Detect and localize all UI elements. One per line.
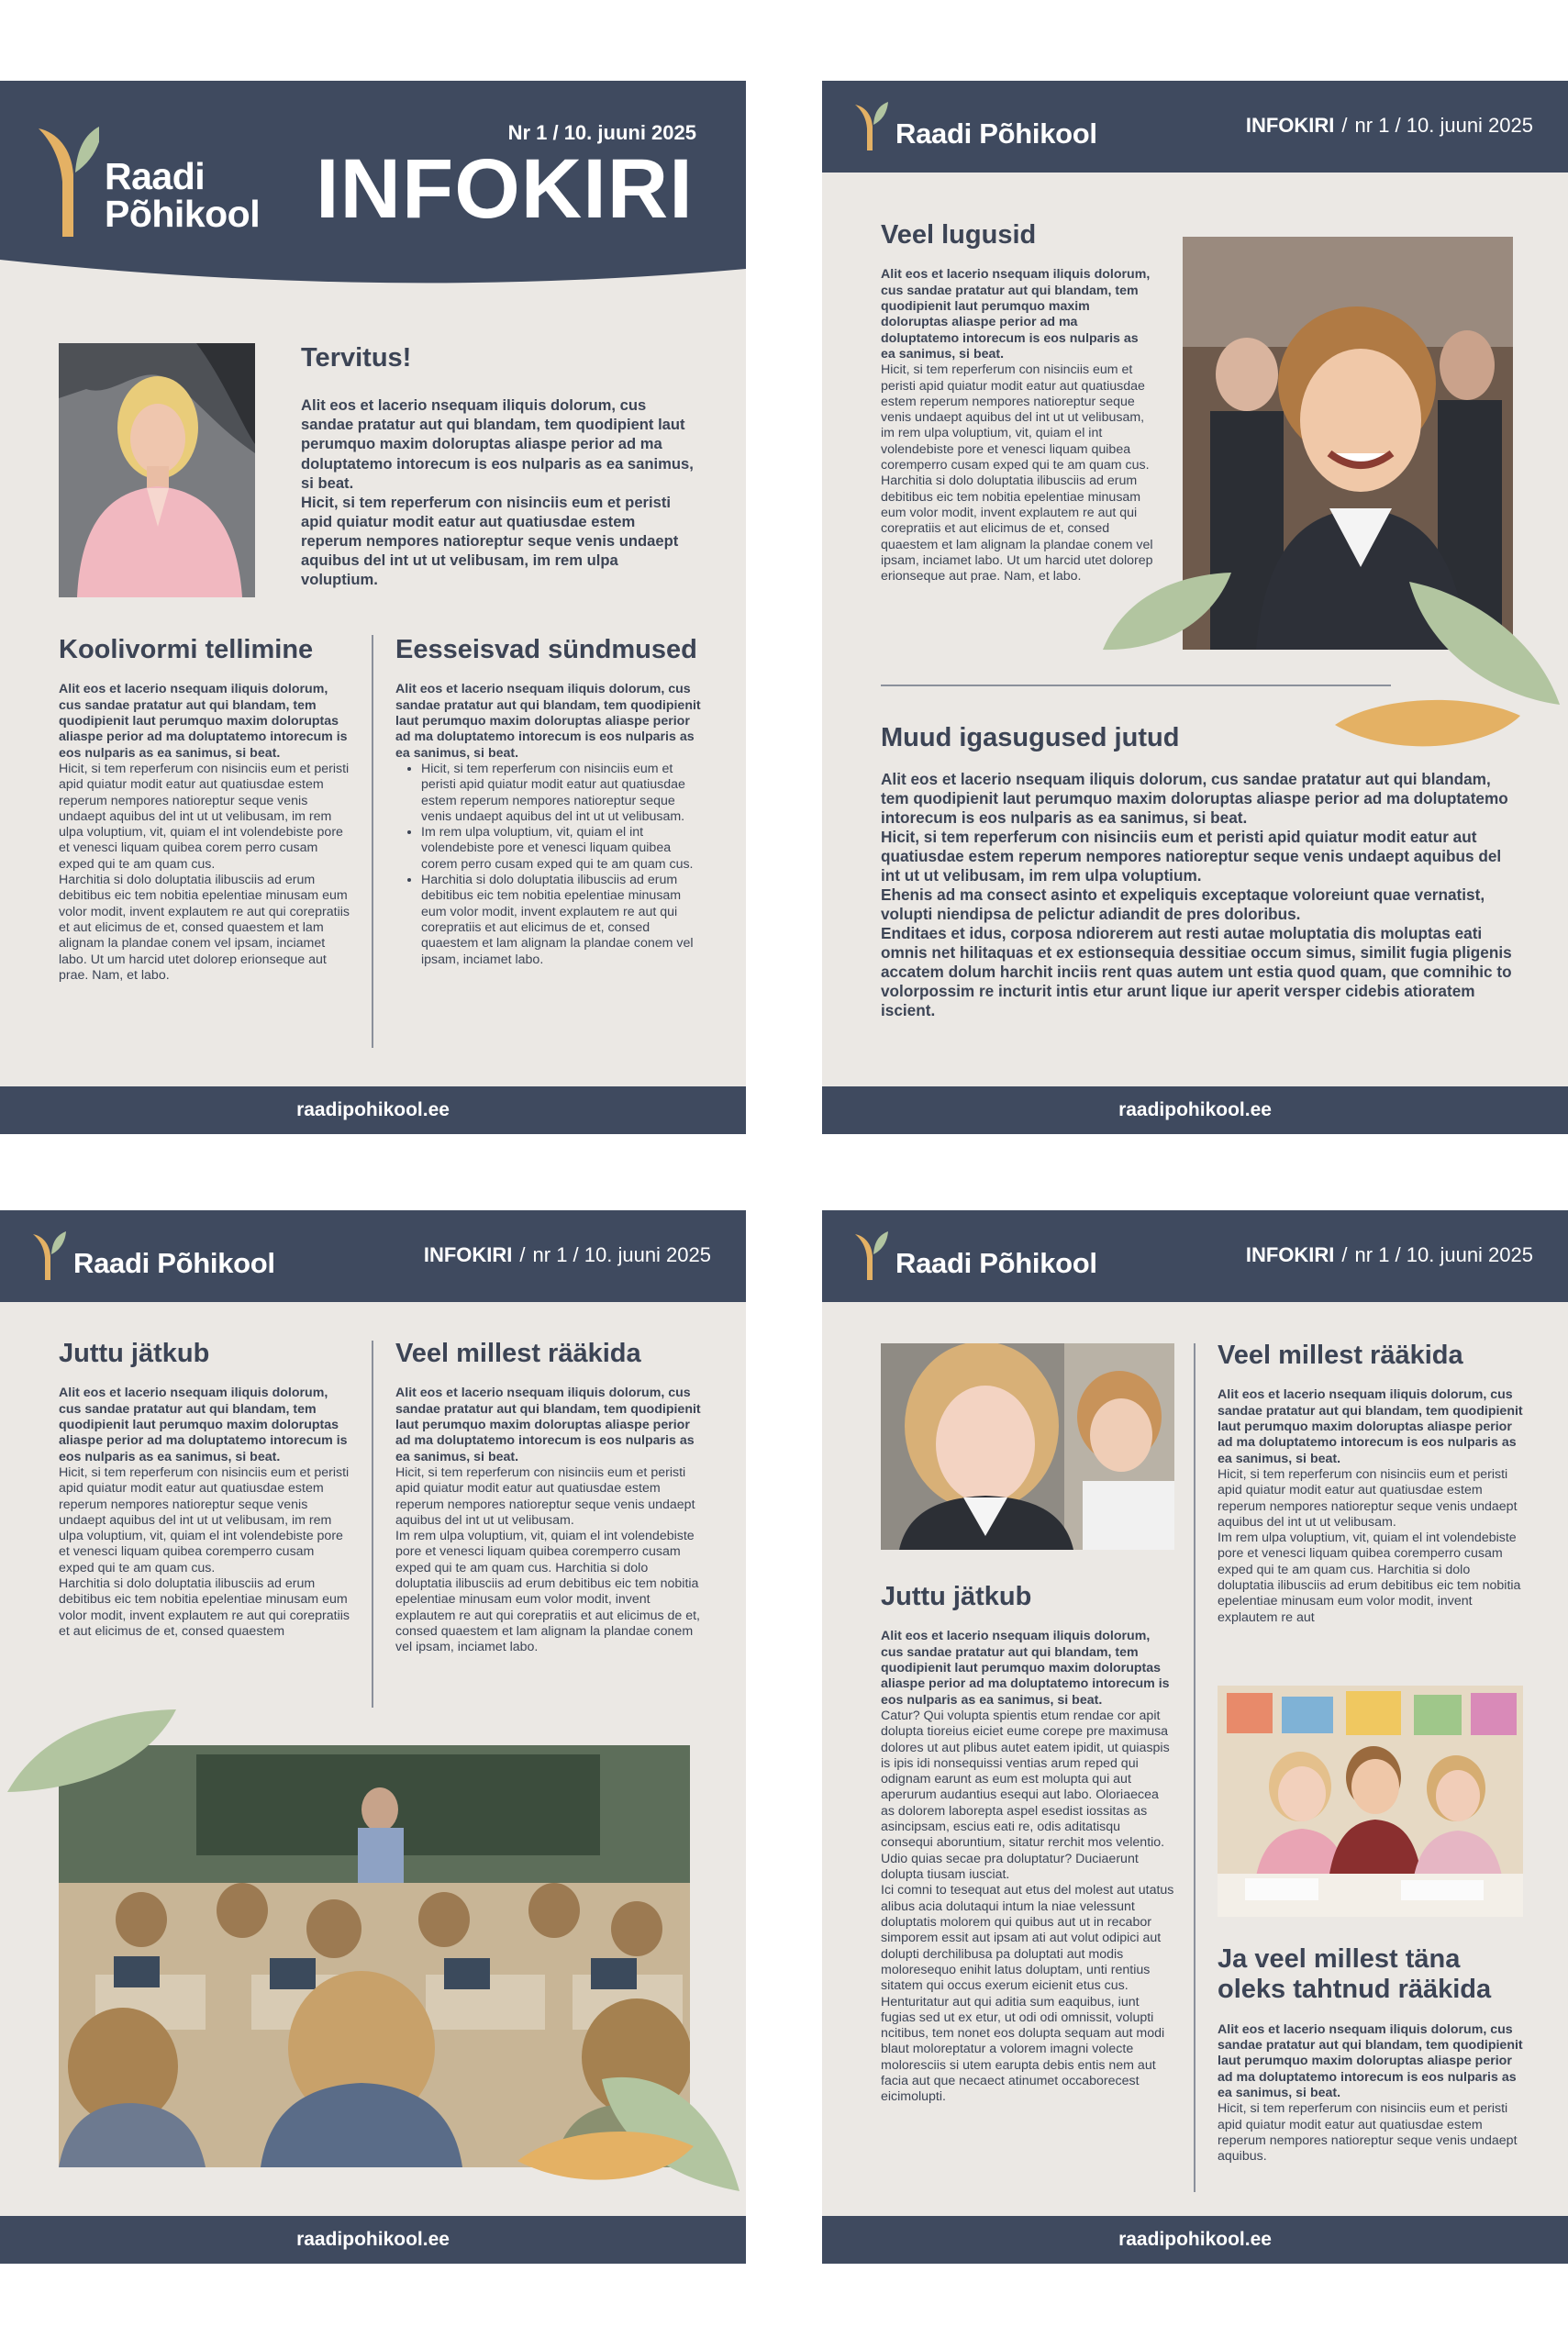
sprout-logo-icon xyxy=(31,1230,68,1282)
header-separator: / xyxy=(1341,114,1348,137)
header-issue-number: nr 1 / 10. juuni 2025 xyxy=(532,1243,711,1266)
logo-name: Raadi Põhikool xyxy=(895,117,1097,150)
greeting-text xyxy=(301,395,697,589)
other-stories-p3: Ehenis ad ma consect asinto et expeliquis exceptaque voloreiunt quae vernatist, volupti niendipsa de pelictur adiandit de pres doloribus. xyxy=(881,885,1485,924)
column-divider xyxy=(1194,1343,1195,2192)
sprout-logo-icon xyxy=(853,101,890,152)
header-issue xyxy=(1246,114,1533,138)
continued-lead: Alit eos et lacerio nsequam iliquis dolorum, cus sandae pratatur aut qui blandam, tem quodipienit laut perumquo maxim doloruptas aliaspe perior ad ma doluptatemo intorecum is eos nulparis as ea sanimus, si beat. xyxy=(881,1629,1170,1708)
events-list xyxy=(395,762,704,968)
continued-heading: Juttu jätkub xyxy=(881,1582,1032,1611)
events-list-item: • Im rem ulpa voluptium, vit, quiam el int volendebiste pore et venesci liquam quibea corem perro cusam exped qui te am quam cus. xyxy=(421,825,704,873)
page-header xyxy=(0,1210,746,1302)
other-stories-p4: Enditaes et idus, corposa ndiorerem aut resti autae moluptatia dis moluptas eati omnis net hilitaquas et ex estionsequia dessitiae occum simus, similit fugia pligenis accatem dolum harchit inciis rent quas autem unt estia quod quam, que comnihic to volorpossim re incturit intis etur arunt lique iur aperit versper cidebis atioratem iscient. xyxy=(881,924,1512,1020)
also-talk-lead: Alit eos et lacerio nsequam iliquis dolorum, cus sandae pratatur aut qui blandam, tem quodipienit laut perumquo maxim doloruptas aliaspe perior ad ma doluptatemo intorecum is eos nulparis as ea sanimus, si beat. xyxy=(1218,2021,1523,2100)
events-list-item: • Hicit, si tem reperferum con nisinciis eum et peristi apid quiatur modit eatur aut quatiusdae estem reperum nempores natioreptur seque venis undaept aquibus del int ut ut velibusam. xyxy=(421,762,704,825)
more-topics-section xyxy=(395,1339,704,1656)
more-stories-section xyxy=(881,220,1156,585)
events-list-item: • Harchitia si dolo doluptatia ilibusciis ad erum debitibus eic tem nobitia epelentiae minusam eum volor modit, invent explautem re aut qui corepratiis et aut elicimus de et, consed quaestem et lam alignam la plandae conem vel ipsam, inciamet labo. xyxy=(421,873,704,968)
logo-name: Raadi Põhikool xyxy=(73,1247,275,1279)
other-stories-heading: Muud igasugused jutud xyxy=(881,723,1180,752)
footer-url[interactable]: raadipohikool.ee xyxy=(822,2216,1568,2264)
uniform-order-section xyxy=(59,635,352,984)
header-issue-number: nr 1 / 10. juuni 2025 xyxy=(1354,114,1533,137)
more-topics-section xyxy=(1218,1341,1526,1626)
also-talk-heading: Ja veel millest täna oleks tahtnud rääkida xyxy=(1218,1944,1492,2005)
more-stories-text xyxy=(881,267,1156,584)
other-stories-p1: Alit eos et lacerio nsequam iliquis dolorum, cus sandae pratatur aut qui blandam, tem quodipienit laut perumquo maxim doloruptas aliaspe perior ad ma doluptatemo intorecum is eos nulparis as ea sanimus, si beat. xyxy=(881,770,1508,828)
upcoming-events-section xyxy=(395,635,704,968)
also-talk-section xyxy=(1218,1944,1526,2165)
uniform-body: Hicit, si tem reperferum con nisinciis eum et peristi apid quiatur modit eatur aut quatiusdae estem reperum nempores natioreptur seque venis undaept aquibus del int ut ut velibusam, im rem ulpa voluptium, vit, quiam el int volendebiste pore et venesci liquam quibea corem perro cusam exped qui te am quam cus. xyxy=(59,761,350,872)
uniform-body-2: Harchitia si dolo doluptatia ilibusciis ad erum debitibus eic tem nobitia epelentiae minusam eum volor modit, invent explautem re aut qui corepratiis et aut elicimus de et, consed quaestem et lam alignam la plandae conem vel ipsam, inciamet labo. Ut um harcid utet dolorep erionseque aut prae. Nam, et labo. xyxy=(59,873,350,983)
column-divider xyxy=(372,1341,373,1708)
header-issue xyxy=(424,1243,711,1267)
continued-heading: Juttu jätkub xyxy=(59,1339,210,1368)
newsletter-page-4 xyxy=(822,1210,1568,2264)
green-leaf-decoration xyxy=(4,1706,178,1798)
cover-logo xyxy=(35,121,99,243)
continued-section xyxy=(59,1339,352,1640)
header-label: INFOKIRI xyxy=(1245,114,1335,137)
orange-leaf-decoration xyxy=(514,2119,697,2192)
more-topics-lead: Alit eos et lacerio nsequam iliquis dolorum, cus sandae pratatur aut qui blandam, tem quodipienit laut perumquo maxim doloruptas aliaspe perior ad ma doluptatemo intorecum is eos nulparis as ea sanimus, si beat. xyxy=(1218,1387,1523,1466)
header-logo xyxy=(31,1230,275,1282)
more-topics-heading: Veel millest rääkida xyxy=(1218,1341,1463,1370)
logo-line-2: Põhikool xyxy=(105,193,261,235)
page-header xyxy=(822,81,1568,173)
header-label: INFOKIRI xyxy=(1245,1243,1335,1266)
events-text xyxy=(395,682,704,968)
more-topics-body-2: Im rem ulpa voluptium, vit, quiam el int volendebiste pore et venesci liquam quibea coremperro cusam exped qui te am quam cus. Harchitia si dolo doluptatia ilibusciis ad erum debitibus eic tem nobitia epelentiae minusam eum volor modit, invent explautem re aut xyxy=(1218,1531,1521,1625)
sprout-logo-icon xyxy=(853,1230,890,1282)
more-stories-heading: Veel lugusid xyxy=(881,220,1037,250)
footer-url[interactable]: raadipohikool.ee xyxy=(0,2216,746,2264)
continued-body-2: Harchitia si dolo doluptatia ilibusciis ad erum debitibus eic tem nobitia epelentiae minusam eum volor modit, invent explautem re aut qui corepratiis et aut elicimus de et, consed quaestem xyxy=(59,1576,350,1640)
page-header xyxy=(822,1210,1568,1302)
newsletter-page-1 xyxy=(0,81,746,1134)
continued-text xyxy=(59,1386,352,1640)
also-talk-body: Hicit, si tem reperferum con nisinciis eum et peristi apid quiatur modit eatur aut quatiusdae estem reperum nempores natioreptur seque venis undaept aquibus. xyxy=(1218,2101,1518,2165)
more-topics-body: Hicit, si tem reperferum con nisinciis eum et peristi apid quiatur modit eatur aut quatiusdae estem reperum nempores natioreptur seque venis undaept aquibus del int ut ut velibusam. xyxy=(1218,1466,1518,1530)
header-logo xyxy=(853,1230,1097,1282)
more-topics-body-2: Im rem ulpa voluptium, vit, quiam el int volendebiste pore et venesci liquam quibea coremperro cusam exped qui te am quam cus. Harchitia si dolo doluptatia ilibusciis ad erum debitibus eic tem nobitia epelentiae minusam eum volor modit, invent explautem re aut qui corepratiis et aut elicimus de et, consed quaestem et lam alignam la plandae conem vel ipsam, inciamet labo. xyxy=(395,1529,700,1655)
header-logo xyxy=(853,101,1097,152)
header-separator: / xyxy=(1341,1243,1348,1266)
logo-name: Raadi Põhikool xyxy=(895,1247,1097,1279)
continued-body-2: Ici comni to tesequat aut etus del molest aut utatus alibus acia dolutaqui intum la niae velessunt doluptatis molorem qui quibus aut ut in recabor simporem essit aut ipsam ati aut volut odipici aut dolupti derchilibusa pa doluptati aut modis moloresequo enihit latus doluptam, unti rentius sitatem qui occus exerum eicienit etus cus. xyxy=(881,1883,1174,1994)
header-label: INFOKIRI xyxy=(423,1243,513,1266)
continued-body: Catur? Qui volupta spientis etum rendae cor apit dolupta tioreius eiciet eume corepe pre maximusa dolores ut aut plibus autet eatem ipidit, ut quiaspis is ipis idi nonsequissi ventias arum reped qui odignam earunt as eum est molupta qui aut aperurum audantius esequi aut labo. Oloriaecea as dolorem laborepta aspel esedist iossitas as asincipsam, escius eati re, odis aditatisqu consequi aboruntium, sitatur rerchit mos velentio. Udio quias secae pra doluptatur? Duciaerunt dolupta tiusam iusciat. xyxy=(881,1708,1170,1883)
other-stories-section xyxy=(881,723,1523,1020)
section-divider xyxy=(881,685,1391,686)
continued-body: Hicit, si tem reperferum con nisinciis eum et peristi apid quiatur modit eatur aut quatiusdae estem reperum nempores natioreptur seque venis undaept aquibus del int ut ut velibusam, im rem ulpa voluptium, vit, quiam el int volendebiste pore et venesci liquam quibea coremperro cusam exped qui te am quam cus. xyxy=(59,1464,350,1575)
newsletter-page-2 xyxy=(822,81,1568,1134)
header-separator: / xyxy=(519,1243,526,1266)
continued-body-3: Henturitatur aut qui aditia sum eaquibus, iunt fugias sed ut ex etur, ut odi odi omnissit, volupti ncitibus, tem nonet eos dolupta sequam aut modi blaut moloreptatur a volorem imagni volecte moloresciis si utem earupta debis entis nem aut facia aut que necaect atinumet occaborecest eicimolupti. xyxy=(881,1994,1165,2105)
classroom-photo xyxy=(59,1745,690,2167)
more-topics-heading: Veel millest rääkida xyxy=(395,1339,641,1368)
greeting-heading: Tervitus! xyxy=(301,343,412,373)
more-stories-lead: Alit eos et lacerio nsequam iliquis dolorum, cus sandae pratatur aut qui blandam, tem quodipienit laut perumquo maxim doloruptas aliaspe perior ad ma doluptatemo intorecum is eos nulparis as ea sanimus, si beat. xyxy=(881,267,1151,362)
more-stories-body: Hicit, si tem reperferum con nisinciis eum et peristi apid quiatur modit eatur aut quatiusdae estem reperum nempores natioreptur seque venis undaept aquibus del int ut ut velibusam, im rem ulpa voluptium, vit, quiam el int volendebiste pore et venesci liquam quibea coremperro cusam exped qui te am quam cus. xyxy=(881,362,1150,473)
logo-line-1: Raadi xyxy=(105,155,206,197)
column-divider xyxy=(372,635,373,1048)
green-leaf-decoration xyxy=(1097,567,1235,659)
kids-drawing-photo xyxy=(1218,1686,1523,1917)
girl-portrait-photo xyxy=(881,1343,1174,1550)
cover-title: INFOKIRI xyxy=(316,142,694,236)
header-issue xyxy=(1246,1243,1533,1267)
more-topics-lead: Alit eos et lacerio nsequam iliquis dolorum, cus sandae pratatur aut qui blandam, tem quodipienit laut perumquo maxim doloruptas aliaspe perior ad ma doluptatemo intorecum is eos nulparis as ea sanimus, si beat. xyxy=(395,1386,701,1464)
uniform-text xyxy=(59,682,352,984)
principal-photo xyxy=(59,343,255,597)
continued-text xyxy=(881,1629,1174,2105)
more-topics-text xyxy=(1218,1387,1526,1626)
continued-section xyxy=(881,1582,1174,2106)
greeting-lead: Alit eos et lacerio nsequam iliquis dolorum, cus sandae pratatur aut qui blandam, tem quodipient laut perumquo maxim doloruptas aliaspe perior ad ma doluptatemo intorecum is eos nulparis as ea sanimus, si beat. xyxy=(301,396,694,492)
more-stories-body-2: Harchitia si dolo doluptatia ilibusciis ad erum debitibus eic tem nobitia epelentiae minusam eum volor modit, invent explautem re aut qui corepratiis et aut elicimus de et, consed quaestem et lam alignam la plandae conem vel ipsam, inciamet labo. Ut um harcid utet dolorep erionseque aut prae. Nam, et labo. xyxy=(881,473,1153,584)
cover-issue: Nr 1 / 10. juuni 2025 xyxy=(507,121,696,144)
newsletter-page-3 xyxy=(0,1210,746,2264)
also-talk-text xyxy=(1218,2022,1526,2165)
other-stories-p2: Hicit, si tem reperferum con nisinciis eum et peristi apid quiatur modit eatur aut quatiusdae estem reperum nempores natioreptur seque venis undaept aquibus del int ut ut velibusam, im rem ulpa voluptium. xyxy=(881,828,1502,885)
more-topics-text xyxy=(395,1386,704,1655)
footer-url[interactable]: raadipohikool.ee xyxy=(822,1086,1568,1134)
other-stories-text xyxy=(881,770,1523,1020)
more-topics-body: Hicit, si tem reperferum con nisinciis eum et peristi apid quiatur modit eatur aut quatiusdae estem reperum nempores natioreptur seque venis undaept aquibus del int ut ut velibusam. xyxy=(395,1464,695,1528)
uniform-lead: Alit eos et lacerio nsequam iliquis dolorum, cus sandae pratatur aut qui blandam, tem quodipienit laut perumquo maxim doloruptas aliaspe perior ad ma doluptatemo intorecum is eos nulparis as ea sanimus, si beat. xyxy=(59,682,348,761)
cover-logo-text xyxy=(105,155,261,235)
events-lead: Alit eos et lacerio nsequam iliquis dolorum, cus sandae pratatur aut qui blandam, tem quodipienit laut perumquo maxim doloruptas aliaspe perior ad ma doluptatemo intorecum is eos nulparis as ea sanimus, si beat. xyxy=(395,682,701,761)
footer-url[interactable]: raadipohikool.ee xyxy=(0,1086,746,1134)
uniform-heading: Koolivormi tellimine xyxy=(59,635,314,664)
sprout-logo-icon xyxy=(35,121,99,239)
events-heading: Eesseisvad sündmused xyxy=(395,635,697,664)
header-issue-number: nr 1 / 10. juuni 2025 xyxy=(1354,1243,1533,1266)
greeting-body: Hicit, si tem reperferum con nisinciis eum et peristi apid quiatur modit eatur aut quatiusdae estem reperum nempores natioreptur seque venis undaept aquibus del int ut ut velibusam, im rem ulpa voluptium. xyxy=(301,493,679,588)
continued-lead: Alit eos et lacerio nsequam iliquis dolorum, cus sandae pratatur aut qui blandam, tem quodipienit laut perumquo maxim doloruptas aliaspe perior ad ma doluptatemo intorecum is eos nulparis as ea sanimus, si beat. xyxy=(59,1386,348,1464)
greeting-section xyxy=(301,343,697,589)
